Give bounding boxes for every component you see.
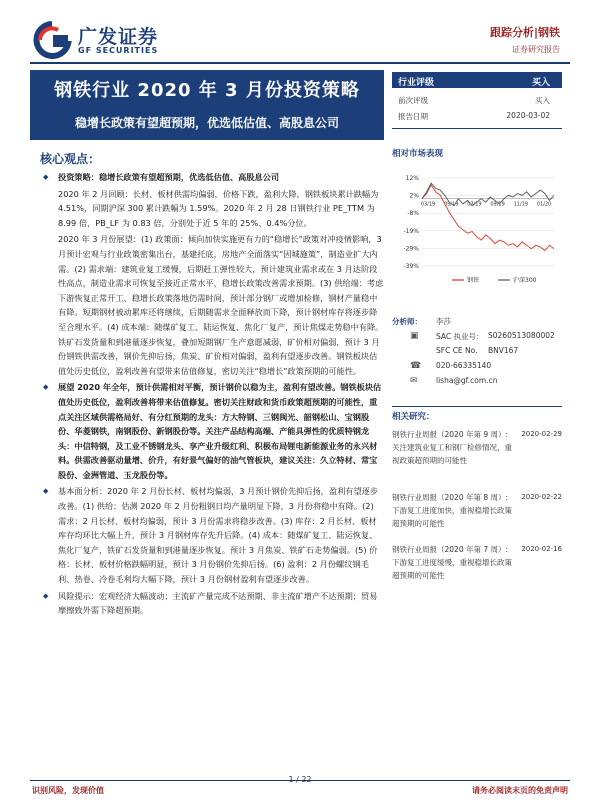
x-tick-label: 07/19 (467, 201, 482, 208)
y-tick-label: 12% (405, 175, 419, 182)
y-tick-label: -19% (403, 227, 419, 235)
analyst-block (392, 316, 562, 391)
prev-rating-label: 前次评级 (398, 96, 428, 105)
brand-name-en: GF SECURITIES (78, 46, 159, 55)
bullet-risk (40, 589, 384, 618)
x-tick-label: 09/19 (490, 201, 505, 208)
outlook-text: 展望 2020 年全年，预计供需相对平衡，预计钢价以稳为主，盈利有望改善。钢铁板块估值处历史低位，盈利改善将带来估值修复。密切关注财政和货币政策超预期的可能性，重点关注区域供需格局好、有分红预期的龙头：方大特钢、三钢闽光、韶钢松山、宝钢股份、华菱钢铁，南钢股份、新钢股份等。关注产品结构高端、产能具弹性的优质特钢龙头：中信特钢，及工业不锈钢龙头、享产业升级红利、积极布局锂电新能源业务的永兴材料。供需改善驱动量增、价升，有好景气偏好的油气管板块，建议关注：久立特材、常宝股份、金洲管道、玉龙股份等。 (58, 382, 382, 480)
id-card-icon: ▣ (410, 331, 419, 341)
report-title: 钢铁行业 2020 年 3 月份投资策略 (54, 80, 360, 101)
analyst-name-row (392, 316, 562, 331)
sfc-number: BNV167 (488, 346, 519, 355)
paragraph-feb-review: 2020 年 2 月回顾：长材、板材供需均偏弱，价格下跌，盈利大降。钢铁板块累计跌幅为 4.51%，同期沪深 300 累计跌幅为 1.59%。2020 年 2 月 28 日钢铁行业 PE_TTM 为 8.99 倍，PB_LF 为 0.83 倍，分别处于近 5 年的 25%、0.4%分位。 (58, 188, 379, 228)
risk-text: 风险提示：宏观经济大幅波动；主流矿产量完成不达预期、非主流矿增产不达预期；贸易摩擦致外需下降超预期。 (58, 590, 378, 616)
y-tick-label: -29% (403, 245, 419, 253)
x-tick-label: 05/19 (443, 201, 459, 208)
x-tick-label: 01/20 (536, 201, 552, 208)
series-line (422, 183, 554, 205)
report-date-row (392, 111, 562, 123)
x-tick-label: 11/19 (513, 201, 529, 208)
header-divider (30, 62, 570, 64)
market-performance-heading: 相对市场表现 (392, 149, 444, 159)
report-subtitle: 稳增长政策有望超预期，优选低估值、高股息公司 (74, 116, 339, 130)
report-category: 跟踪分析|钢铁 (489, 26, 560, 39)
analyst-name: 李莎 (436, 317, 451, 326)
related-item[interactable] (392, 543, 562, 582)
relative-performance-chart (392, 170, 562, 290)
sac-number: S0260513080002 (488, 331, 555, 340)
related-research-heading: 相关研究： (392, 412, 435, 422)
main-body (40, 170, 384, 620)
legend-label: 沪深300 (513, 277, 537, 284)
legend-label: 钢铁 (467, 277, 480, 284)
report-category-block (490, 24, 560, 55)
analyst-label: 分析师： (392, 317, 422, 326)
footer-disclaimer: 请务必阅读末页的免责声明 (472, 786, 568, 795)
rating-divider (392, 128, 562, 129)
rating-value: 买入 (531, 78, 550, 88)
core-views-heading: 核心观点： (40, 152, 101, 166)
y-tick-label: -8% (407, 210, 419, 218)
report-date-label: 报告日期 (398, 112, 428, 121)
phone-number: 020-66335140 (436, 361, 492, 370)
brand-name-cn: 广发证券 (78, 26, 159, 48)
related-item[interactable] (392, 491, 562, 530)
gf-securities-logo (30, 20, 170, 60)
related-item[interactable] (392, 428, 562, 467)
report-date-value: 2020-03-02 (506, 111, 550, 120)
sfc-row (392, 346, 562, 361)
prev-rating-row (392, 95, 562, 107)
phone-icon: ☎ (410, 361, 422, 371)
prev-rating-value: 买入 (535, 96, 550, 105)
related-item-date: 2020-02-29 (521, 430, 562, 438)
bullet-2020-outlook (40, 380, 384, 482)
related-item-title[interactable]: 钢铁行业周报（2020 年第 8 周）:下游复工进度加快，重视稳增长政策超预期的可能性 (392, 493, 512, 528)
related-divider (392, 406, 562, 407)
bullet-fundamentals (40, 484, 384, 586)
footer-divider (30, 780, 570, 781)
rating-label: 行业评级 (398, 78, 435, 88)
email-row[interactable] (392, 376, 562, 391)
y-tick-label: -39% (403, 263, 419, 270)
rating-header (392, 72, 562, 88)
sac-row (392, 331, 562, 346)
sac-label: SAC 执业号： (436, 332, 484, 341)
fundamentals-text: 基本面分析：2020 年 2 月份长材、板材均偏弱，3 月预计钢价先抑后扬，盈利有望逐步改善。(1) 供给：估测 2020 年 2 月份粗钢日均产量明显下降，3 月份将稳中有降。(2) 需求：2 月长材、板材均偏弱，预计 3 月份需求将稳步改善。(3) 库存：2 月长材、板材库存均环比大幅上升，预计 3 月钢材库存先升后降。(4) 成本：随煤矿复工、陆运恢复、焦化厂复产，铁矿石发货量和到港量逐步恢复。预计 3 月焦炭、铁矿石走势偏弱。(5) 价格：长材、板材价格跌幅明显，预计 3 月份钢价先抑后扬。(6) 盈利：2 月份螺纹钢毛利、热卷、冷卷毛利均大幅下降，预计 3 月份钢材盈利有望逐步改善。 (58, 486, 379, 585)
related-item-title[interactable]: 钢铁行业周报（2020 年第 9 周）:关注建筑业复工和钢厂检修情况，重视政策超预期的可能性 (392, 430, 512, 465)
bullet-investment-strategy (40, 170, 384, 185)
phone-row (392, 361, 562, 376)
sfc-label: SFC CE No. (436, 346, 478, 355)
x-tick-label: 03/19 (420, 201, 436, 208)
related-item-date: 2020-02-16 (521, 545, 562, 553)
report-type: 证券研究报告 (512, 45, 560, 54)
related-item-title[interactable]: 钢铁行业周报（2020 年第 7 周）:下游复工进度缓慢，重视稳增长政策超预期的可能性 (392, 545, 512, 580)
y-tick-label: 2% (409, 192, 419, 200)
bullet-title: 投资策略：稳增长政策有望超预期，优选低估值、高股息公司 (58, 172, 280, 182)
email-address[interactable]: lisha@gf.com.cn (436, 376, 498, 385)
email-icon: ✉ (410, 376, 418, 386)
footer-slogan: 识别风险，发现价值 (32, 786, 104, 795)
gf-logo-icon (30, 20, 74, 60)
title-band (30, 70, 384, 140)
paragraph-mar-outlook: 2020 年 3 月份展望：(1) 政策面：倾向加快实施更有力的“稳增长”政策对冲疫情影响，3 月预计宏观与行业政策密集出台，基建托底，房地产全面落实“因城施策”，制造业扩大内需。(2) 需求端：建筑业复工缓慢，后期赶工弹性较大，预计建筑业需求或在 3 月达阶段性高点，制造业需求可恢复至接近正常水平，稳增长政策改善需求预期。(3) 供给端：考虑下游恢复正常开工、稳增长政策落地仍需时间，预计部分钢厂或增加检修，钢材产量稳中有降。短期钢材被动累库还将继续，后期随需求全面释放而下降，预计钢材库存将逐步降至合理水平。(4) 成本端：随煤矿复工、陆运恢复、焦化厂复产，预计焦煤走势稳中有降。铁矿石发货量和到港量逐步恢复，叠加短期钢厂生产意愿减弱，矿价相对偏弱，预计 3 月份钢铁供需改善，钢价先抑后扬，焦炭、矿价相对偏弱，盈利有望逐步改善。钢铁板块估值处历史低位，盈利改善有望带来估值修复，密切关注“稳增长”政策预期的可能性。 (58, 234, 384, 376)
related-item-date: 2020-02-22 (521, 493, 562, 501)
